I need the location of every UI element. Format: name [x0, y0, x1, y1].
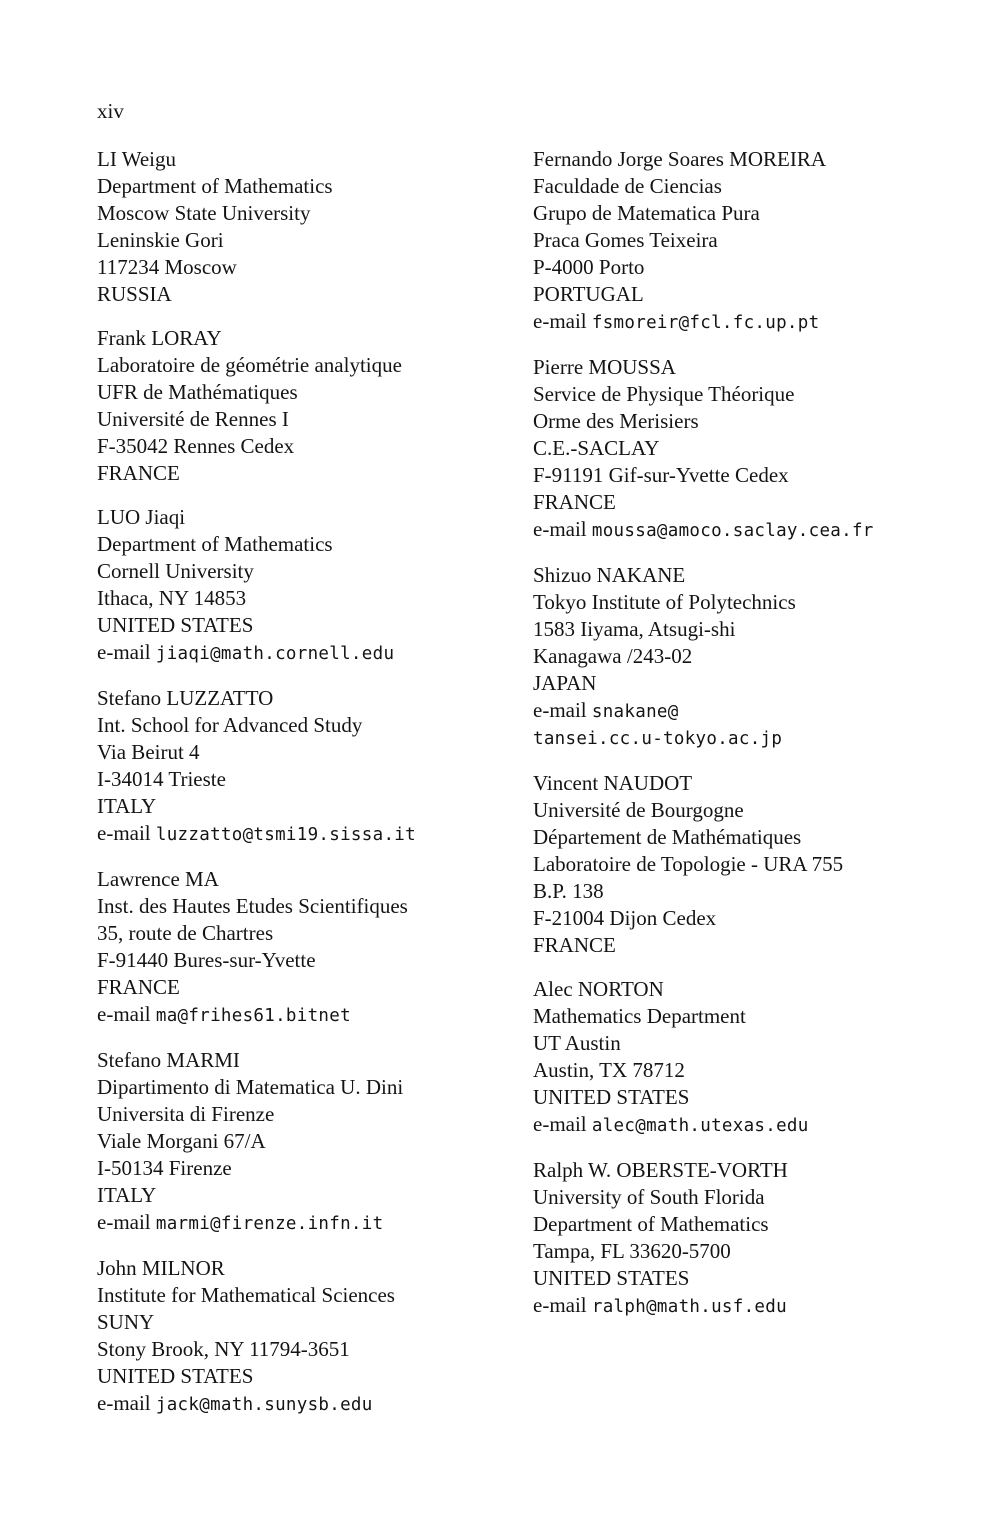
email-label: e-mail — [97, 821, 156, 845]
address-line: P-4000 Porto — [533, 255, 645, 279]
email-line — [533, 516, 988, 545]
person-name: Alec NORTON — [533, 977, 664, 1001]
address-line: Grupo de Matematica Pura — [533, 201, 760, 225]
address-entry — [97, 504, 527, 668]
email-label: e-mail — [533, 309, 592, 333]
email-line — [97, 1209, 527, 1238]
address-line: Department of Mathematics — [97, 174, 333, 198]
address-entry — [533, 146, 988, 337]
address-entry — [97, 685, 527, 849]
address-line: UNITED STATES — [533, 1085, 690, 1109]
person-name: Shizuo NAKANE — [533, 563, 686, 587]
email-line — [97, 1001, 527, 1030]
address-line: UNITED STATES — [97, 613, 254, 637]
address-line: FRANCE — [97, 461, 180, 485]
email-line — [533, 1111, 988, 1140]
email-line — [97, 1390, 527, 1419]
email-label: e-mail — [97, 1391, 156, 1415]
address-line: B.P. 138 — [533, 879, 604, 903]
person-name: Lawrence MA — [97, 867, 219, 891]
address-line: Département de Mathématiques — [533, 825, 802, 849]
email-address-continuation: tansei.cc.u-tokyo.ac.jp — [533, 729, 783, 749]
address-line: SUNY — [97, 1310, 155, 1334]
address-entry — [97, 146, 527, 308]
address-column-left — [97, 146, 527, 1436]
address-entry — [97, 325, 527, 487]
address-line: UFR de Mathématiques — [97, 380, 298, 404]
address-line: RUSSIA — [97, 282, 172, 306]
address-entry — [533, 770, 988, 959]
address-line: FRANCE — [97, 975, 180, 999]
email-address: ralph@math.usf.edu — [591, 1297, 787, 1317]
address-line: Université de Bourgogne — [533, 798, 744, 822]
email-line — [97, 820, 527, 849]
address-entry — [533, 354, 988, 545]
address-line: Praca Gomes Teixeira — [533, 228, 718, 252]
person-name: LI Weigu — [97, 147, 176, 171]
address-line: UT Austin — [533, 1031, 621, 1055]
person-name: Vincent NAUDOT — [533, 771, 693, 795]
address-line: Moscow State University — [97, 201, 311, 225]
email-address: jack@math.sunysb.edu — [155, 1395, 373, 1415]
address-line: I-50134 Firenze — [97, 1156, 232, 1180]
page-number: xiv — [97, 99, 124, 123]
address-line: F-91191 Gif-sur-Yvette Cedex — [533, 463, 789, 487]
address-line: Orme des Merisiers — [533, 409, 699, 433]
address-line: 1583 Iiyama, Atsugi-shi — [533, 617, 736, 641]
address-line: Stony Brook, NY 11794-3651 — [97, 1337, 350, 1361]
address-entry — [97, 866, 527, 1030]
address-entry — [533, 1157, 988, 1321]
email-label: e-mail — [533, 1293, 592, 1317]
address-line: Leninskie Gori — [97, 228, 224, 252]
address-line: Institute for Mathematical Sciences — [97, 1283, 395, 1307]
address-line: Faculdade de Ciencias — [533, 174, 722, 198]
address-line: Viale Morgani 67/A — [97, 1129, 266, 1153]
address-line: Via Beirut 4 — [97, 740, 200, 764]
email-address: snakane@ — [591, 702, 679, 722]
person-name: Stefano LUZZATTO — [97, 686, 274, 710]
address-line: Department of Mathematics — [97, 532, 333, 556]
address-entry — [97, 1047, 527, 1238]
address-line: Inst. des Hautes Etudes Scientifiques — [97, 894, 408, 918]
email-label: e-mail — [533, 517, 592, 541]
address-line: F-35042 Rennes Cedex — [97, 434, 295, 458]
address-line: I-34014 Trieste — [97, 767, 226, 791]
address-line: Mathematics Department — [533, 1004, 746, 1028]
address-line: PORTUGAL — [533, 282, 644, 306]
address-line: Cornell University — [97, 559, 254, 583]
address-line: FRANCE — [533, 933, 616, 957]
address-line: ITALY — [97, 794, 157, 818]
email-address: fsmoreir@fcl.fc.up.pt — [591, 313, 820, 333]
person-name: John MILNOR — [97, 1256, 225, 1280]
email-address: moussa@amoco.saclay.cea.fr — [591, 521, 874, 541]
email-label: e-mail — [97, 1210, 156, 1234]
address-line: ITALY — [97, 1183, 157, 1207]
person-name: Stefano MARMI — [97, 1048, 240, 1072]
address-line: F-91440 Bures-sur-Yvette — [97, 948, 316, 972]
address-line: 35, route de Chartres — [97, 921, 274, 945]
address-entry — [533, 562, 988, 753]
address-line: Kanagawa /243-02 — [533, 644, 693, 668]
person-name: Ralph W. OBERSTE-VORTH — [533, 1158, 788, 1182]
person-name: LUO Jiaqi — [97, 505, 186, 529]
email-label: e-mail — [533, 698, 592, 722]
address-column-right — [533, 146, 988, 1338]
address-line: Austin, TX 78712 — [533, 1058, 685, 1082]
person-name: Frank LORAY — [97, 326, 222, 350]
address-line: JAPAN — [533, 671, 597, 695]
email-line — [533, 308, 988, 337]
person-name: Fernando Jorge Soares MOREIRA — [533, 147, 826, 171]
address-line: Tampa, FL 33620-5700 — [533, 1239, 731, 1263]
email-label: e-mail — [97, 1002, 156, 1026]
person-name: Pierre MOUSSA — [533, 355, 676, 379]
email-address: luzzatto@tsmi19.sissa.it — [155, 825, 416, 845]
email-label: e-mail — [97, 640, 156, 664]
address-entry — [97, 1255, 527, 1419]
email-address: jiaqi@math.cornell.edu — [155, 644, 395, 664]
address-line: Department of Mathematics — [533, 1212, 769, 1236]
address-line: Int. School for Advanced Study — [97, 713, 363, 737]
address-line: F-21004 Dijon Cedex — [533, 906, 717, 930]
address-line: Service de Physique Théorique — [533, 382, 795, 406]
address-line: C.E.-SACLAY — [533, 436, 660, 460]
address-line: Université de Rennes I — [97, 407, 289, 431]
email-address: alec@math.utexas.edu — [591, 1116, 809, 1136]
address-line: 117234 Moscow — [97, 255, 237, 279]
address-line: Universita di Firenze — [97, 1102, 275, 1126]
address-line: Dipartimento di Matematica U. Dini — [97, 1075, 404, 1099]
address-line: Laboratoire de Topologie - URA 755 — [533, 852, 844, 876]
email-address: ma@frihes61.bitnet — [155, 1006, 351, 1026]
email-line — [97, 639, 527, 668]
address-line: Laboratoire de géométrie analytique — [97, 353, 402, 377]
address-line: University of South Florida — [533, 1185, 765, 1209]
email-label: e-mail — [533, 1112, 592, 1136]
address-line: FRANCE — [533, 490, 616, 514]
address-line: Ithaca, NY 14853 — [97, 586, 247, 610]
address-line: UNITED STATES — [533, 1266, 690, 1290]
email-address: marmi@firenze.infn.it — [155, 1214, 384, 1234]
address-line: Tokyo Institute of Polytechnics — [533, 590, 796, 614]
email-line — [533, 1292, 988, 1321]
address-entry — [533, 976, 988, 1140]
address-line: UNITED STATES — [97, 1364, 254, 1388]
email-line — [533, 697, 988, 726]
